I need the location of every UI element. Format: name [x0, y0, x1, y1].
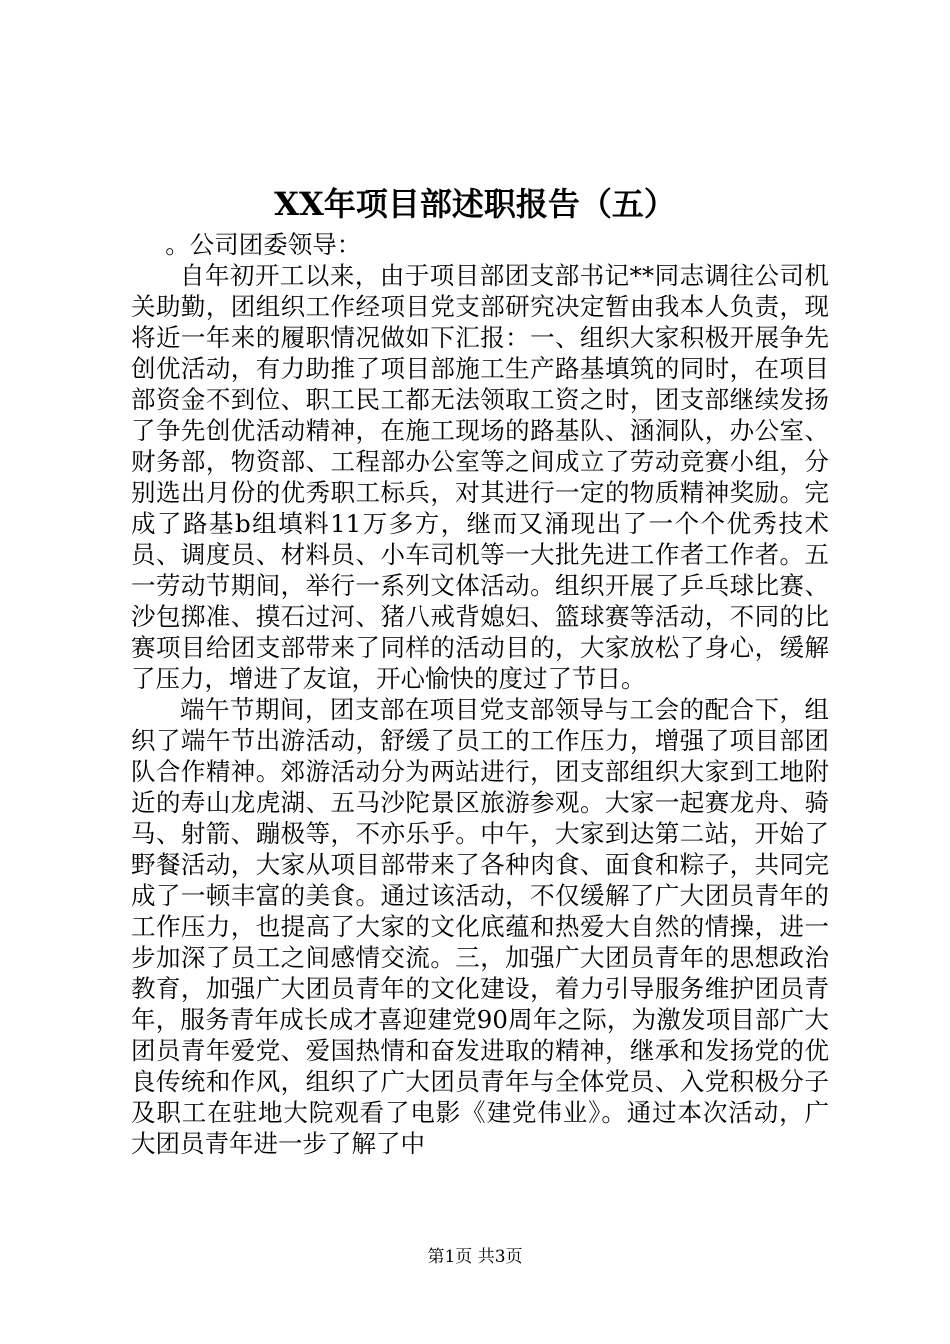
- document-title: XX年项目部述职报告（五）: [274, 185, 676, 223]
- document-body: [131, 229, 829, 1159]
- body-paragraph-2: 端午节期间，团支部在项目党支部领导与工会的配合下，组织了端午节出游活动，舒缓了员工的工作压力，增强了项目部团队合作精神。郊游活动分为两站进行，团支部组织大家到工地附近的寿山龙虎湖、五马沙陀景区旅游参观。大家一起赛龙舟、骑马、射箭、蹦极等，不亦乐乎。中午，大家到达第二站，开始了野餐活动，大家从项目部带来了各种肉食、面食和粽子，共同完成了一顿丰富的美食。通过该活动，不仅缓解了广大团员青年的工作压力，也提高了大家的文化底蕴和热爱大自然的情操，进一步加深了员工之间感情交流。三，加强广大团员青年的思想政治教育，加强广大团员青年的文化建设，着力引导服务维护团员青年，服务青年成长成才喜迎建党90周年之际，为激发项目部广大团员青年爱党、爱国热情和奋发进取的精神，继承和发扬党的优良传统和作风，组织了广大团员青年与全体党员、入党积极分子及职工在驻地大院观看了电影《建党伟业》。通过本次活动，广大团员青年进一步了解了中: [131, 695, 829, 1158]
- salutation: 。公司团委领导：: [165, 230, 362, 259]
- body-paragraph-1: 自年初开工以来，由于项目部团支部书记**同志调往公司机关助勤，团组织工作经项目党支部研究决定暂由我本人负责，现将近一年来的履职情况做如下汇报：一、组织大家积极开展争先创优活动，有力助推了项目部施工生产路基填筑的同时，在项目部资金不到位、职工民工都无法领取工资之时，团支部继续发扬了争先创优活动精神，在施工现场的路基队、涵洞队，办公室、财务部，物资部、工程部办公室等之间成立了劳动竞赛小组，分别选出月份的优秀职工标兵，对其进行一定的物质精神奖励。完成了路基b组填料11万多方，继而又涌现出了一个个优秀技术员、调度员、材料员、小车司机等一大批先进工作者工作者。五一劳动节期间，举行一系列文体活动。组织开展了乒乓球比赛、沙包掷准、摸石过河、猪八戒背媳妇、篮球赛等活动，不同的比赛项目给团支部带来了同样的活动目的，大家放松了身心，缓解了压力，增进了友谊，开心愉快的度过了节日。: [131, 261, 829, 693]
- page-number-footer: 第1页 共3页: [427, 1247, 523, 1267]
